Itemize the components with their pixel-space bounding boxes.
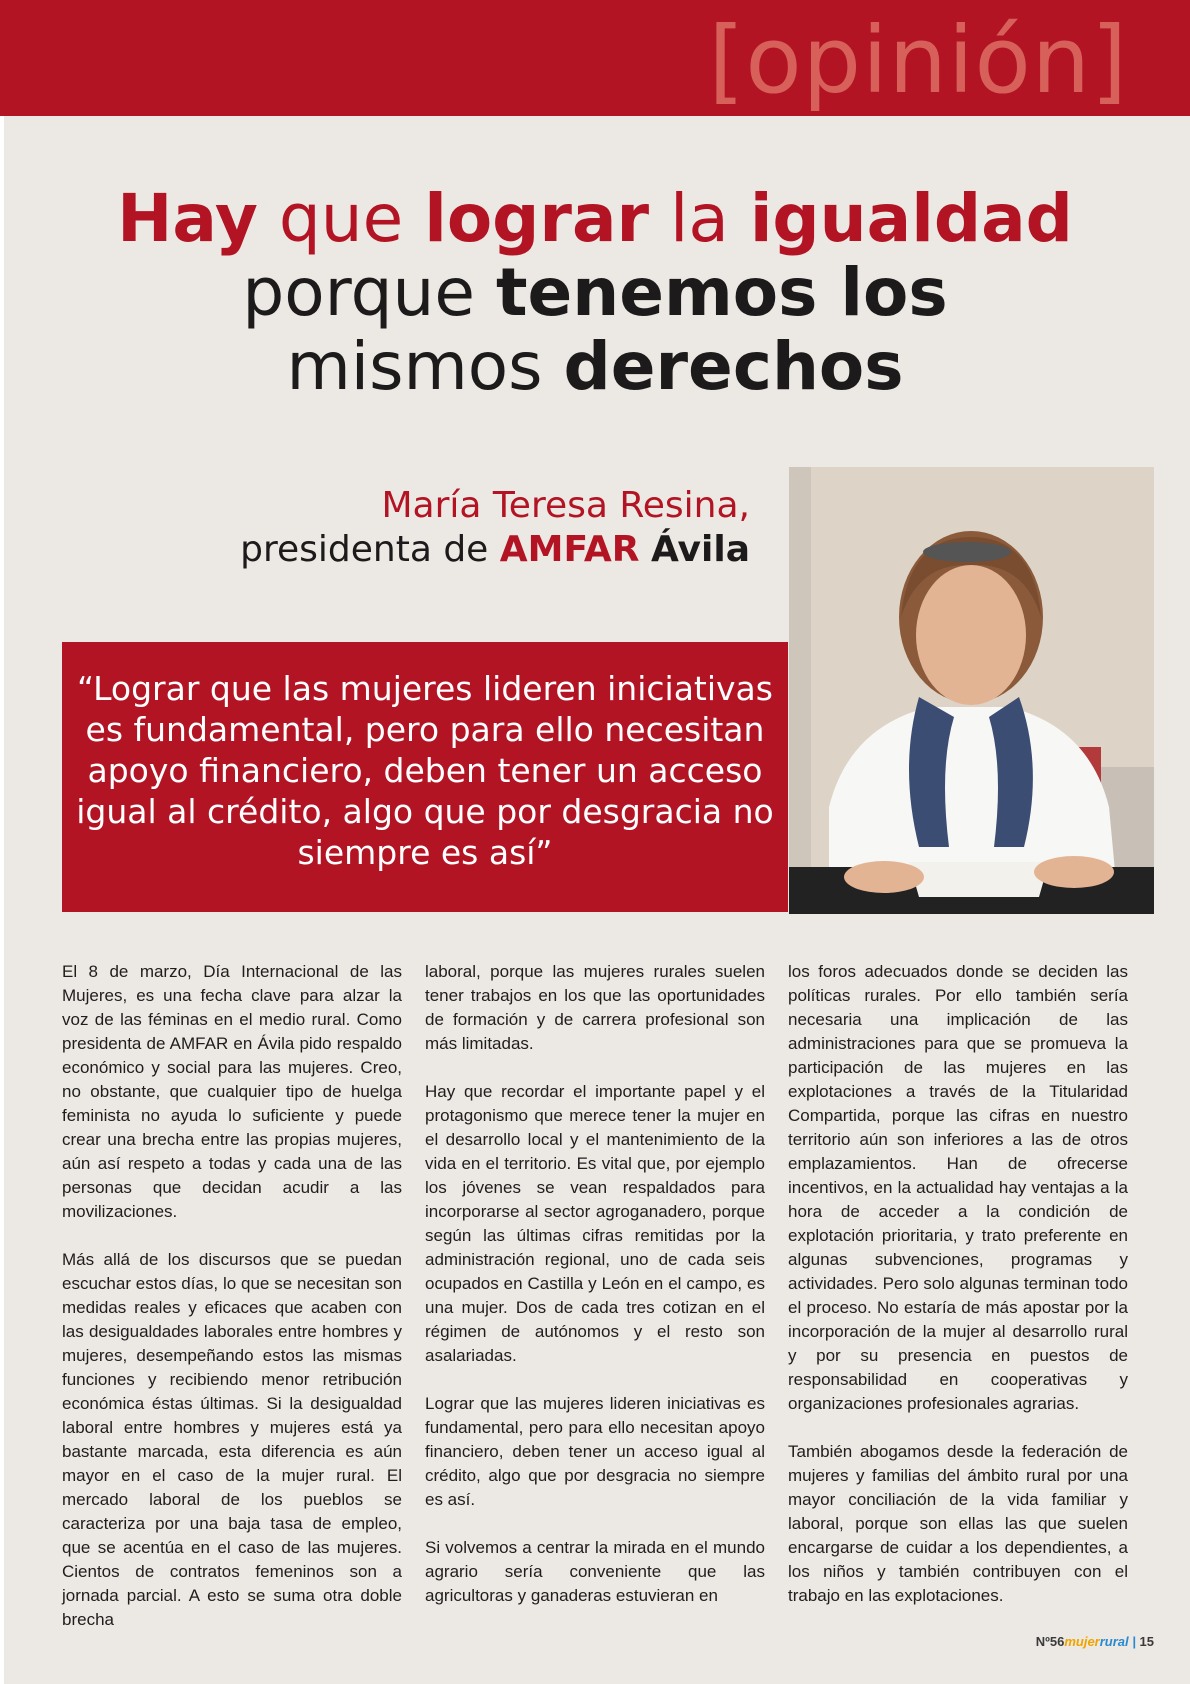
body-paragraph: También abogamos desde la federación de mujeres y familias del ámbito rural por una mayor conciliación de la vida familiar y laboral, porque son ellas las que suelen encargarse de cuidar a los dependientes, a los niños y también contribuyen con el trabajo en las explotaciones. [788, 1442, 1128, 1605]
pull-quote-box [62, 642, 788, 912]
headline-word: derechos [563, 328, 904, 405]
headline-word: que [278, 180, 404, 257]
headline-word: Hay [117, 180, 258, 257]
page-footer [1036, 1634, 1154, 1649]
page-number: 15 [1139, 1634, 1154, 1649]
author-photo [789, 467, 1154, 914]
author-name: María Teresa Resina, [381, 485, 750, 526]
magazine-name-mujer: mujer [1064, 1634, 1100, 1649]
section-label: [opinión] [708, 7, 1128, 114]
headline-word: mismos [286, 328, 543, 405]
author-organization: AMFAR [499, 529, 640, 570]
body-paragraph: laboral, porque las mujeres rurales suelen tener trabajos en los que las oportunidades de formación y de carrera profesional son más limitadas. [425, 962, 765, 1053]
author-role-text: presidenta de [240, 529, 489, 570]
body-paragraph: los foros adecuados donde se deciden las políticas rurales. Por ello también sería necesaria una implicación de las administraciones para que se promueva la participación de las mujeres en las explotaciones a través de la Titularidad Compartida, porque las cifras en nuestro territorio aún son inferiores a las de otros emplazamientos. Han de ofrecerse incentivos, en la actualidad hay ventajas a la hora de acceder a la condición de explotación prioritaria, y trato preferente en algunas subvenciones, programas y actividades. Pero solo algunas terminan todo el proceso. No estaría de más apostar por la incorporación de la mujer al desarrollo rural y por su presencia en puestos de responsabilidad en cooperativas y organizaciones profesionales agrarias. [788, 962, 1128, 1413]
section-header-bar [0, 0, 1190, 116]
page-edge [0, 116, 4, 1684]
headline-word: tenemos los [495, 254, 948, 331]
pull-quote: “Lograr que las mujeres lideren iniciativas es fundamental, pero para ello necesitan apoyo financiero, deben tener un acceso igual al crédito, algo que por desgracia no siempre es así” [76, 669, 774, 872]
portrait-illustration [789, 467, 1154, 914]
body-paragraph: Si volvemos a centrar la mirada en el mundo agrario sería conveniente que las agricultoras y ganaderas estuvieran en [425, 1538, 765, 1605]
headline [60, 182, 1130, 404]
body-paragraph: Más allá de los discursos que se puedan escuchar estos días, lo que se necesitan son medidas reales y eficaces que acaben con las desigualdades laborales entre hombres y mujeres, desempeñando estos las mismas funciones y recibiendo menor retribución económica éstas últimas. Si la desigualdad laboral entre hombres y mujeres está ya bastante marcada, esta diferencia es aún mayor en el caso de la mujer rural. El mercado laboral de los pueblos se caracteriza por una baja tasa de empleo, que se acentúa en el caso de las mujeres. Cientos de contratos femeninos son a jornada parcial. A esto se suma otra doble brecha [62, 1250, 402, 1629]
headline-word: la [670, 180, 729, 257]
headline-word: porque [242, 254, 475, 331]
body-paragraph: Hay que recordar el importante papel y el protagonismo que merece tener la mujer en el desarrollo local y el mantenimiento de la vida en el territorio. Es vital que, por ejemplo los jóvenes se vean respaldados para incorporarse al sector agroganadero, porque según las últimas cifras remitidas por la administración regional, uno de cada seis ocupados en Castilla y León en el campo, es una mujer. Dos de cada tres cotizan en el régimen de autónomos y el resto son asalariadas. [425, 1082, 765, 1365]
author-city: Ávila [650, 529, 750, 570]
body-paragraph: El 8 de marzo, Día Internacional de las Mujeres, es una fecha clave para alzar la voz de las féminas en el medio rural. Como presidenta de AMFAR en Ávila pido respaldo económico y social para las mujeres. Creo, no obstante, que cualquier tipo de huelga feminista no ayuda lo suficiente y puede crear una brecha entre las propias mujeres, aún así respeto a todas y cada una de las personas que decidan acudir a las movilizaciones. [62, 962, 402, 1221]
headline-word: igualdad [749, 180, 1073, 257]
body-column-1 [62, 960, 402, 1656]
author-byline [240, 484, 750, 572]
body-paragraph: Lograr que las mujeres lideren iniciativas es fundamental, pero para ello necesitan apoyo financiero, deben tener un acceso igual al crédito, algo que por desgracia no siempre es así. [425, 1394, 765, 1509]
body-column-2 [425, 960, 765, 1632]
headline-word: lograr [424, 180, 650, 257]
magazine-name-rural: rural [1099, 1634, 1129, 1649]
body-column-3 [788, 960, 1128, 1632]
issue-number: Nº56 [1035, 1634, 1065, 1649]
footer-separator: | [1132, 1634, 1136, 1649]
author-role [240, 528, 750, 572]
